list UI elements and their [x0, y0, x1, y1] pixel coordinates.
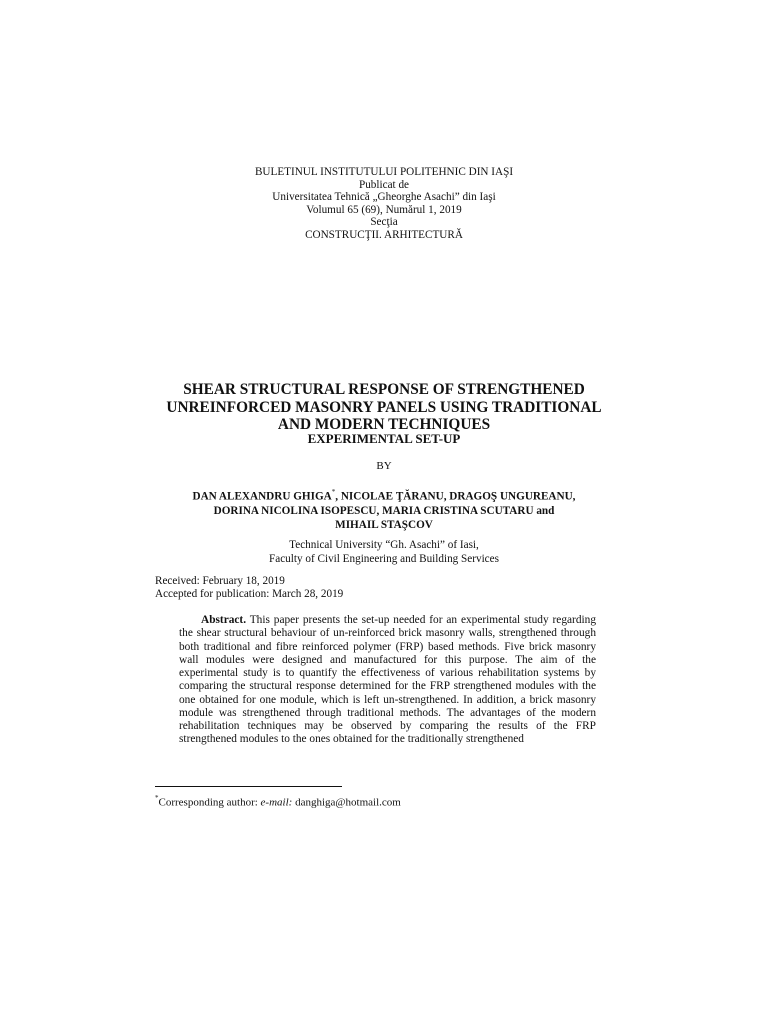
abstract: [179, 614, 596, 747]
footnote-divider: [155, 786, 342, 787]
affiliation: [154, 538, 614, 567]
title-line-3: AND MODERN TECHNIQUES: [277, 416, 491, 433]
publisher-university: Universitatea Tehnică „Gheorghe Asachi” din Iaşi: [272, 191, 496, 204]
abstract-label: Abstract.: [201, 614, 247, 626]
authors-line-1: [140, 486, 628, 504]
author-list: [140, 486, 628, 532]
corresponding-author-mark: *: [331, 488, 336, 496]
authors-line-3: MIHAIL STAŞCOV: [335, 519, 433, 532]
journal-name: BULETINUL INSTITUTULUI POLITEHNIC DIN IAŞI: [254, 166, 514, 178]
corresponding-author-footnote: [155, 793, 401, 810]
affiliation-faculty: Faculty of Civil Engineering and Building Services: [269, 553, 499, 566]
publication-dates: [155, 575, 343, 600]
affiliation-university: Technical University “Gh. Asachi” of Iasi,: [289, 539, 479, 551]
authors-line-1-rest: , NICOLAE ŢĂRANU, DRAGOŞ UNGUREANU,: [335, 490, 576, 503]
received-date: Received: February 18, 2019: [155, 575, 285, 587]
title-line-2: UNREINFORCED MASONRY PANELS USING TRADITIONAL: [166, 398, 602, 416]
journal-masthead: [154, 166, 614, 242]
title-line-1: SHEAR STRUCTURAL RESPONSE OF STRENGTHENED: [183, 381, 585, 398]
first-author: DAN ALEXANDRU GHIGA: [192, 490, 332, 503]
paper-title: [120, 381, 648, 434]
authors-line-2: DORINA NICOLINA ISOPESCU, MARIA CRISTINA SCUTARU and: [213, 504, 555, 517]
abstract-text: This paper presents the set-up needed for an experimental study regarding the shear structural behaviour of un-reinforced brick masonry walls, strengthened through both traditional and fibre reinforced polymer (FRP) based methods. Five brick masonry wall modules were designed and manufactured for this purpose. The aim of the experimental study is to quantify the effectiveness of various rehabilitation systems by comparing the structural response determined for the FRP strengthened modules with the one obtained for one module, which is left un-strengthened. In addition, a brick masonry module was strengthened through traditional methods. The advantages of the modern rehabilitation techniques may be observed by comparing the results of the FRP strengthened modules to the ones obtained for the traditionally strengthened: [179, 614, 596, 746]
volume-info: Volumul 65 (69), Numărul 1, 2019: [306, 203, 462, 216]
email-label: e-mail:: [260, 796, 293, 809]
publisher-label: Publicat de: [358, 178, 410, 191]
section-name: CONSTRUCŢII. ARHITECTURĂ: [305, 228, 463, 241]
accepted-date: Accepted for publication: March 28, 2019: [155, 587, 344, 600]
email-address: danghiga@hotmail.com: [292, 796, 401, 809]
by-line: BY: [376, 460, 392, 472]
footnote-label: Corresponding author:: [158, 796, 261, 809]
paper-subtitle: EXPERIMENTAL SET-UP: [307, 431, 461, 446]
footnote-mark: *: [155, 794, 159, 802]
section-label: Secţia: [370, 216, 398, 229]
